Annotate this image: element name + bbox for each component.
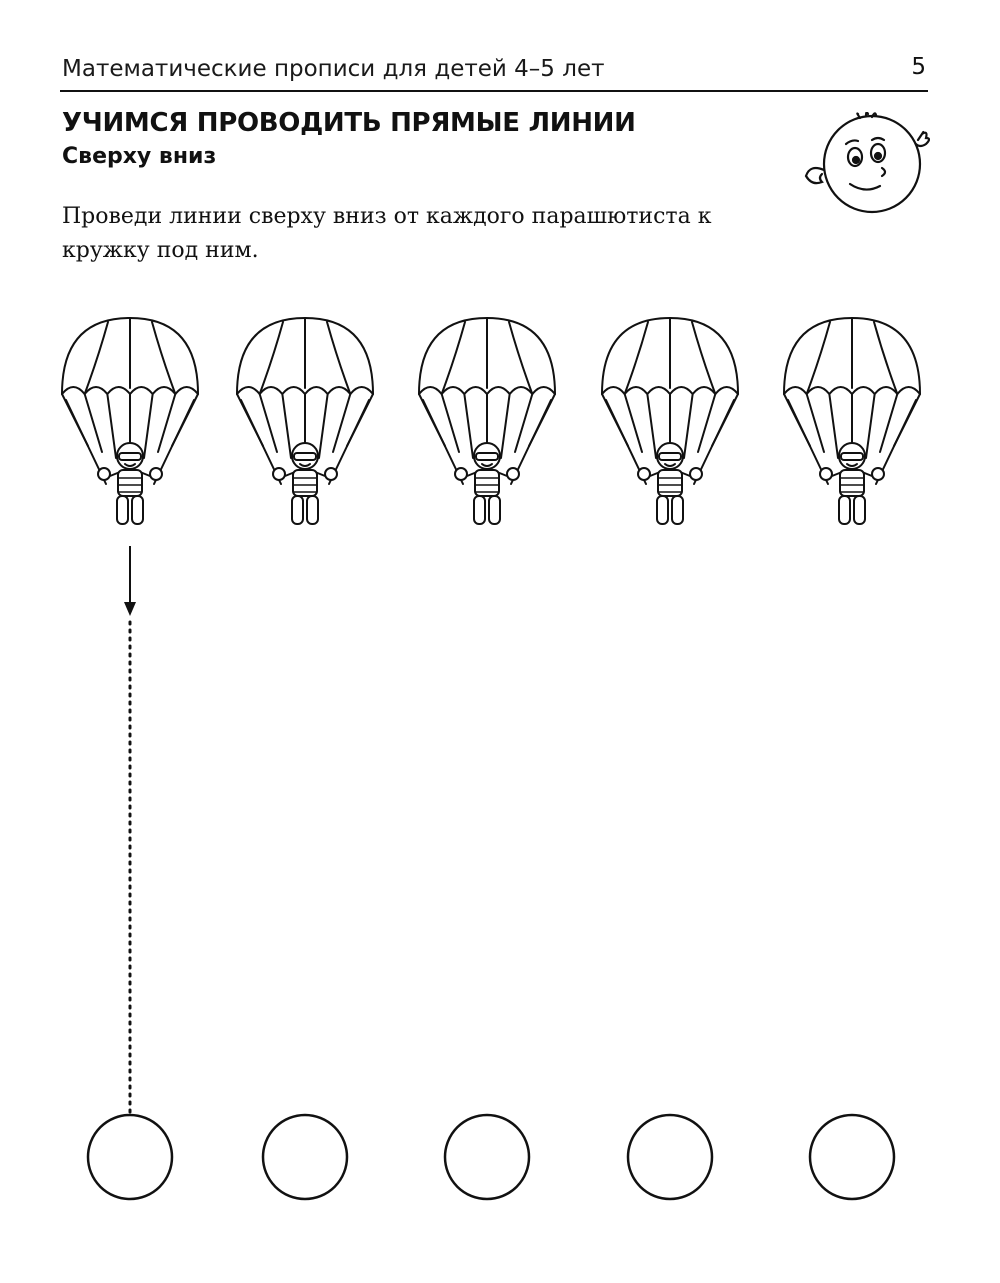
parachutist-icon [237,318,373,524]
target-circle-icon [263,1115,347,1199]
book-title: Математические прописи для детей 4–5 лет [62,56,605,82]
page-number: 5 [911,54,926,80]
lesson-title: УЧИМСЯ ПРОВОДИТЬ ПРЯМЫЕ ЛИНИИ [62,108,636,138]
target-circle-icon [810,1115,894,1199]
parachutist-icon [419,318,555,524]
instruction-text: Проведи линии сверху вниз от каждого парашютиста к кружку под ним. [62,204,712,263]
parachutist-icon [784,318,920,524]
target-circle-icon [628,1115,712,1199]
parachutist-icon [602,318,738,524]
target-circle-icon [445,1115,529,1199]
target-circle-icon [88,1115,172,1199]
lesson-subtitle: Сверху вниз [62,144,217,169]
arrow-down-icon [124,602,136,616]
parachutist-icon [62,318,198,524]
